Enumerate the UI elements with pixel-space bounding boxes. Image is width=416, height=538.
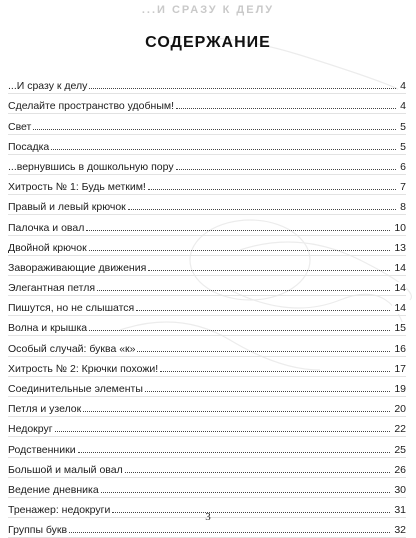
toc-entry[interactable] (8, 415, 406, 435)
toc-entry-page: 4 (400, 80, 406, 93)
toc-entry-page: 20 (394, 403, 406, 416)
dot-leader (176, 168, 397, 170)
toc-entry[interactable] (8, 395, 406, 415)
toc-entry-title: Особый случай: буква «к» (8, 342, 136, 355)
toc-entry-page: 19 (394, 383, 406, 395)
toc-entry-title: Правый и левый крючок (8, 201, 126, 214)
dot-leader (97, 289, 390, 291)
toc-entry[interactable] (8, 314, 406, 334)
toc-entry[interactable] (8, 456, 406, 476)
toc-entry-title: Ведение дневника (8, 483, 99, 496)
dot-leader (69, 531, 390, 533)
toc-entry[interactable] (8, 153, 406, 173)
toc-entry[interactable] (8, 72, 406, 92)
running-header: ...И СРАЗУ К ДЕЛУ (141, 4, 275, 16)
toc-entry-title: Двойной крючок (8, 241, 87, 254)
toc-entry-page: 32 (394, 524, 406, 537)
dot-leader (136, 309, 390, 311)
toc-entry-title: ...вернувшись в дошкольную пору (8, 160, 174, 173)
dot-leader (137, 350, 390, 352)
toc-entry-page: 17 (394, 362, 406, 375)
toc-entry[interactable] (8, 375, 406, 395)
dot-leader (86, 229, 390, 231)
toc-entry[interactable] (8, 254, 406, 274)
toc-entry-page: 14 (394, 261, 406, 274)
toc-entry-title: Палочка и овал (8, 221, 85, 234)
toc-entry[interactable] (8, 213, 406, 233)
toc-entry-page: 14 (394, 302, 406, 315)
dot-leader (89, 329, 390, 331)
toc-entry-page: 15 (394, 322, 406, 335)
toc-entry-title: Свет (8, 120, 32, 133)
toc-entry-title: Хитрость № 1: Будь метким! (8, 181, 146, 194)
toc-entry-title: Завораживающие движения (8, 261, 147, 274)
toc-entry-title: Группы букв (8, 524, 68, 537)
toc-entry-page: 6 (400, 160, 406, 173)
toc-entry-page: 10 (394, 221, 406, 234)
toc-entry-title: Петля и узелок (8, 403, 82, 416)
toc-entry-title: Большой и малый овал (8, 463, 123, 476)
toc-entry[interactable] (8, 476, 406, 496)
toc-entry-title: Сделайте пространство удобным! (8, 100, 175, 113)
dot-leader (148, 188, 396, 190)
dot-leader (83, 410, 390, 412)
toc-entry[interactable] (8, 274, 406, 294)
page-number: 3 (205, 511, 211, 523)
toc-entry-page: 13 (394, 241, 406, 254)
toc-entry-page: 4 (400, 100, 406, 113)
dot-leader (125, 471, 391, 473)
dot-leader (89, 249, 391, 251)
page-title: СОДЕРЖАНИЕ (145, 34, 271, 51)
toc-entry-title: Элегантная петля (8, 282, 96, 295)
toc-entry-page: 22 (394, 423, 406, 436)
toc-entry-page: 30 (394, 483, 406, 496)
toc-entry-title: Недокруг (8, 423, 53, 436)
toc-entry-title: Родственники (8, 443, 76, 456)
toc-entry-page: 5 (400, 120, 406, 133)
dot-leader (55, 430, 391, 432)
toc-entry[interactable] (8, 193, 406, 213)
toc-entry-title: Соединительные элементы (8, 383, 143, 395)
toc-entry-title: Хитрость № 2: Крючки похожи! (8, 362, 159, 375)
toc-entry-page: 25 (394, 443, 406, 456)
dot-leader (33, 128, 396, 130)
toc-entry[interactable] (8, 234, 406, 254)
toc-entry-title: Волна и крышка (8, 322, 88, 335)
toc-entry-title: ...И сразу к делу (8, 80, 88, 93)
toc-entry[interactable] (8, 92, 406, 112)
toc-entry-page: 5 (400, 140, 406, 153)
dot-leader (145, 390, 390, 392)
toc-entry-page: 14 (394, 282, 406, 295)
dot-leader (176, 107, 396, 109)
dot-leader (89, 87, 396, 89)
toc-entry-page: 26 (394, 463, 406, 476)
dot-leader (101, 491, 391, 493)
toc-entry[interactable] (8, 133, 406, 153)
dot-leader (148, 269, 390, 271)
toc-entry[interactable] (8, 294, 406, 314)
dot-leader (51, 148, 396, 150)
toc-entry[interactable] (8, 173, 406, 193)
table-of-contents (8, 72, 406, 536)
toc-entry[interactable] (8, 334, 406, 354)
toc-entry-title: Пишутся, но не слышатся (8, 302, 135, 315)
dot-leader (128, 208, 396, 210)
toc-entry-title: Посадка (8, 140, 50, 153)
dot-leader (78, 451, 391, 453)
toc-entry-page: 31 (394, 504, 406, 517)
toc-entry-page: 16 (394, 342, 406, 355)
toc-entry[interactable] (8, 355, 406, 375)
toc-entry-title: Тренажер: недокруги (8, 504, 111, 517)
toc-entry[interactable] (8, 112, 406, 132)
toc-entry[interactable] (8, 435, 406, 455)
toc-entry-page: 8 (400, 201, 406, 214)
toc-entry-page: 7 (400, 181, 406, 194)
dot-leader (160, 370, 390, 372)
